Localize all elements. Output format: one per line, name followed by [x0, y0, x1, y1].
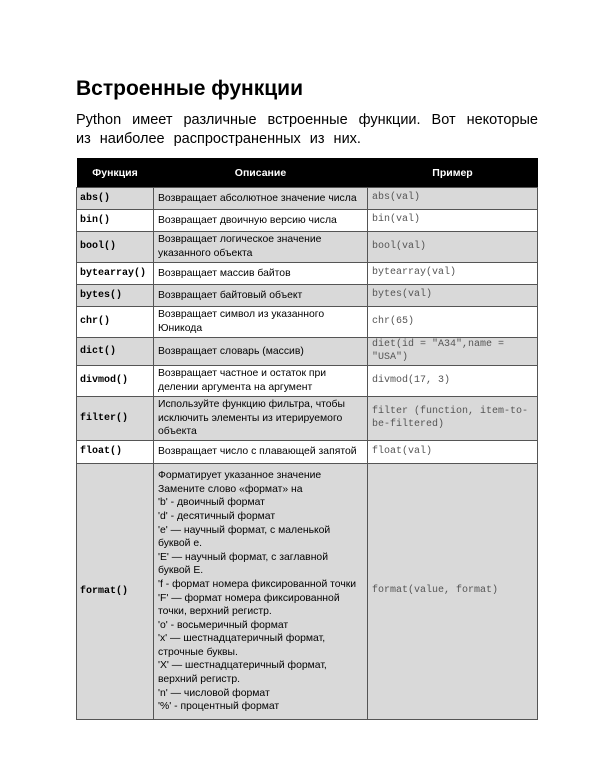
function-description: Возвращает логическое значение указанного объекта — [154, 232, 368, 263]
function-name: filter() — [77, 397, 154, 441]
function-example: bytes(val) — [368, 285, 538, 307]
function-description: Возвращает массив байтов — [154, 263, 368, 285]
builtin-functions-table — [76, 158, 538, 720]
function-name: abs() — [77, 188, 154, 210]
function-example: diet(id = "A34",name = "USA") — [368, 338, 538, 366]
table-row — [77, 210, 538, 232]
function-description: Возвращает двоичную версию числа — [154, 210, 368, 232]
function-name: float() — [77, 441, 154, 464]
table-row — [77, 307, 538, 338]
function-description: Возвращает абсолютное значение числа — [154, 188, 368, 210]
header-example: Пример — [368, 158, 538, 188]
function-example: chr(65) — [368, 307, 538, 338]
table-header-row — [77, 158, 538, 188]
function-name: divmod() — [77, 366, 154, 397]
table-row — [77, 464, 538, 720]
page-content — [76, 74, 538, 149]
function-example: divmod(17, 3) — [368, 366, 538, 397]
function-example: bytearray(val) — [368, 263, 538, 285]
function-description: Возвращает символ из указанного Юникода — [154, 307, 368, 338]
header-function: Функция — [77, 158, 154, 188]
function-name: bytes() — [77, 285, 154, 307]
table-row — [77, 338, 538, 366]
function-example: bin(val) — [368, 210, 538, 232]
table-row — [77, 263, 538, 285]
function-description: Возвращает байтовый объект — [154, 285, 368, 307]
table-row — [77, 188, 538, 210]
function-description: Используйте функцию фильтра, чтобы исключить элементы из итерируемого объекта — [154, 397, 368, 441]
function-description: Возвращает частное и остаток при делении аргумента на аргумент — [154, 366, 368, 397]
page-title: Встроенные функции — [76, 77, 303, 100]
table-row — [77, 285, 538, 307]
header-description: Описание — [154, 158, 368, 188]
table-row — [77, 232, 538, 263]
function-example: abs(val) — [368, 188, 538, 210]
table-row — [77, 441, 538, 464]
function-name: dict() — [77, 338, 154, 366]
table-row — [77, 366, 538, 397]
function-name: chr() — [77, 307, 154, 338]
function-name: bin() — [77, 210, 154, 232]
function-example: float(val) — [368, 441, 538, 464]
intro-paragraph: Python имеет различные встроенные функции. Вот некоторые из наиболее распространенных из них. — [76, 112, 538, 147]
function-description: Возвращает число с плавающей запятой — [154, 441, 368, 464]
function-description: Возвращает словарь (массив) — [154, 338, 368, 366]
function-name: bytearray() — [77, 263, 154, 285]
function-example: filter (function, item-to-be-filtered) — [368, 397, 538, 441]
function-example: bool(val) — [368, 232, 538, 263]
function-example: format(value, format) — [368, 464, 538, 720]
function-name: bool() — [77, 232, 154, 263]
function-name: format() — [77, 464, 154, 720]
function-description: Форматирует указанное значение Замените слово «формат» на 'b' - двоичный формат 'd' - десятичный формат 'e' — научный формат, с маленькой буквой е. 'E' — научный формат, с заглавной буквой E. 'f - формат номера фиксированной точки 'F' — формат номера фиксированной точки, верхний регистр. 'o' - восьмеричный формат 'x' — шестнадцатеричный формат, строчные буквы. 'X' — шестнадцатеричный формат, верхний регистр. 'n' — числовой формат '%' - процентный формат — [154, 464, 368, 720]
table-row — [77, 397, 538, 441]
